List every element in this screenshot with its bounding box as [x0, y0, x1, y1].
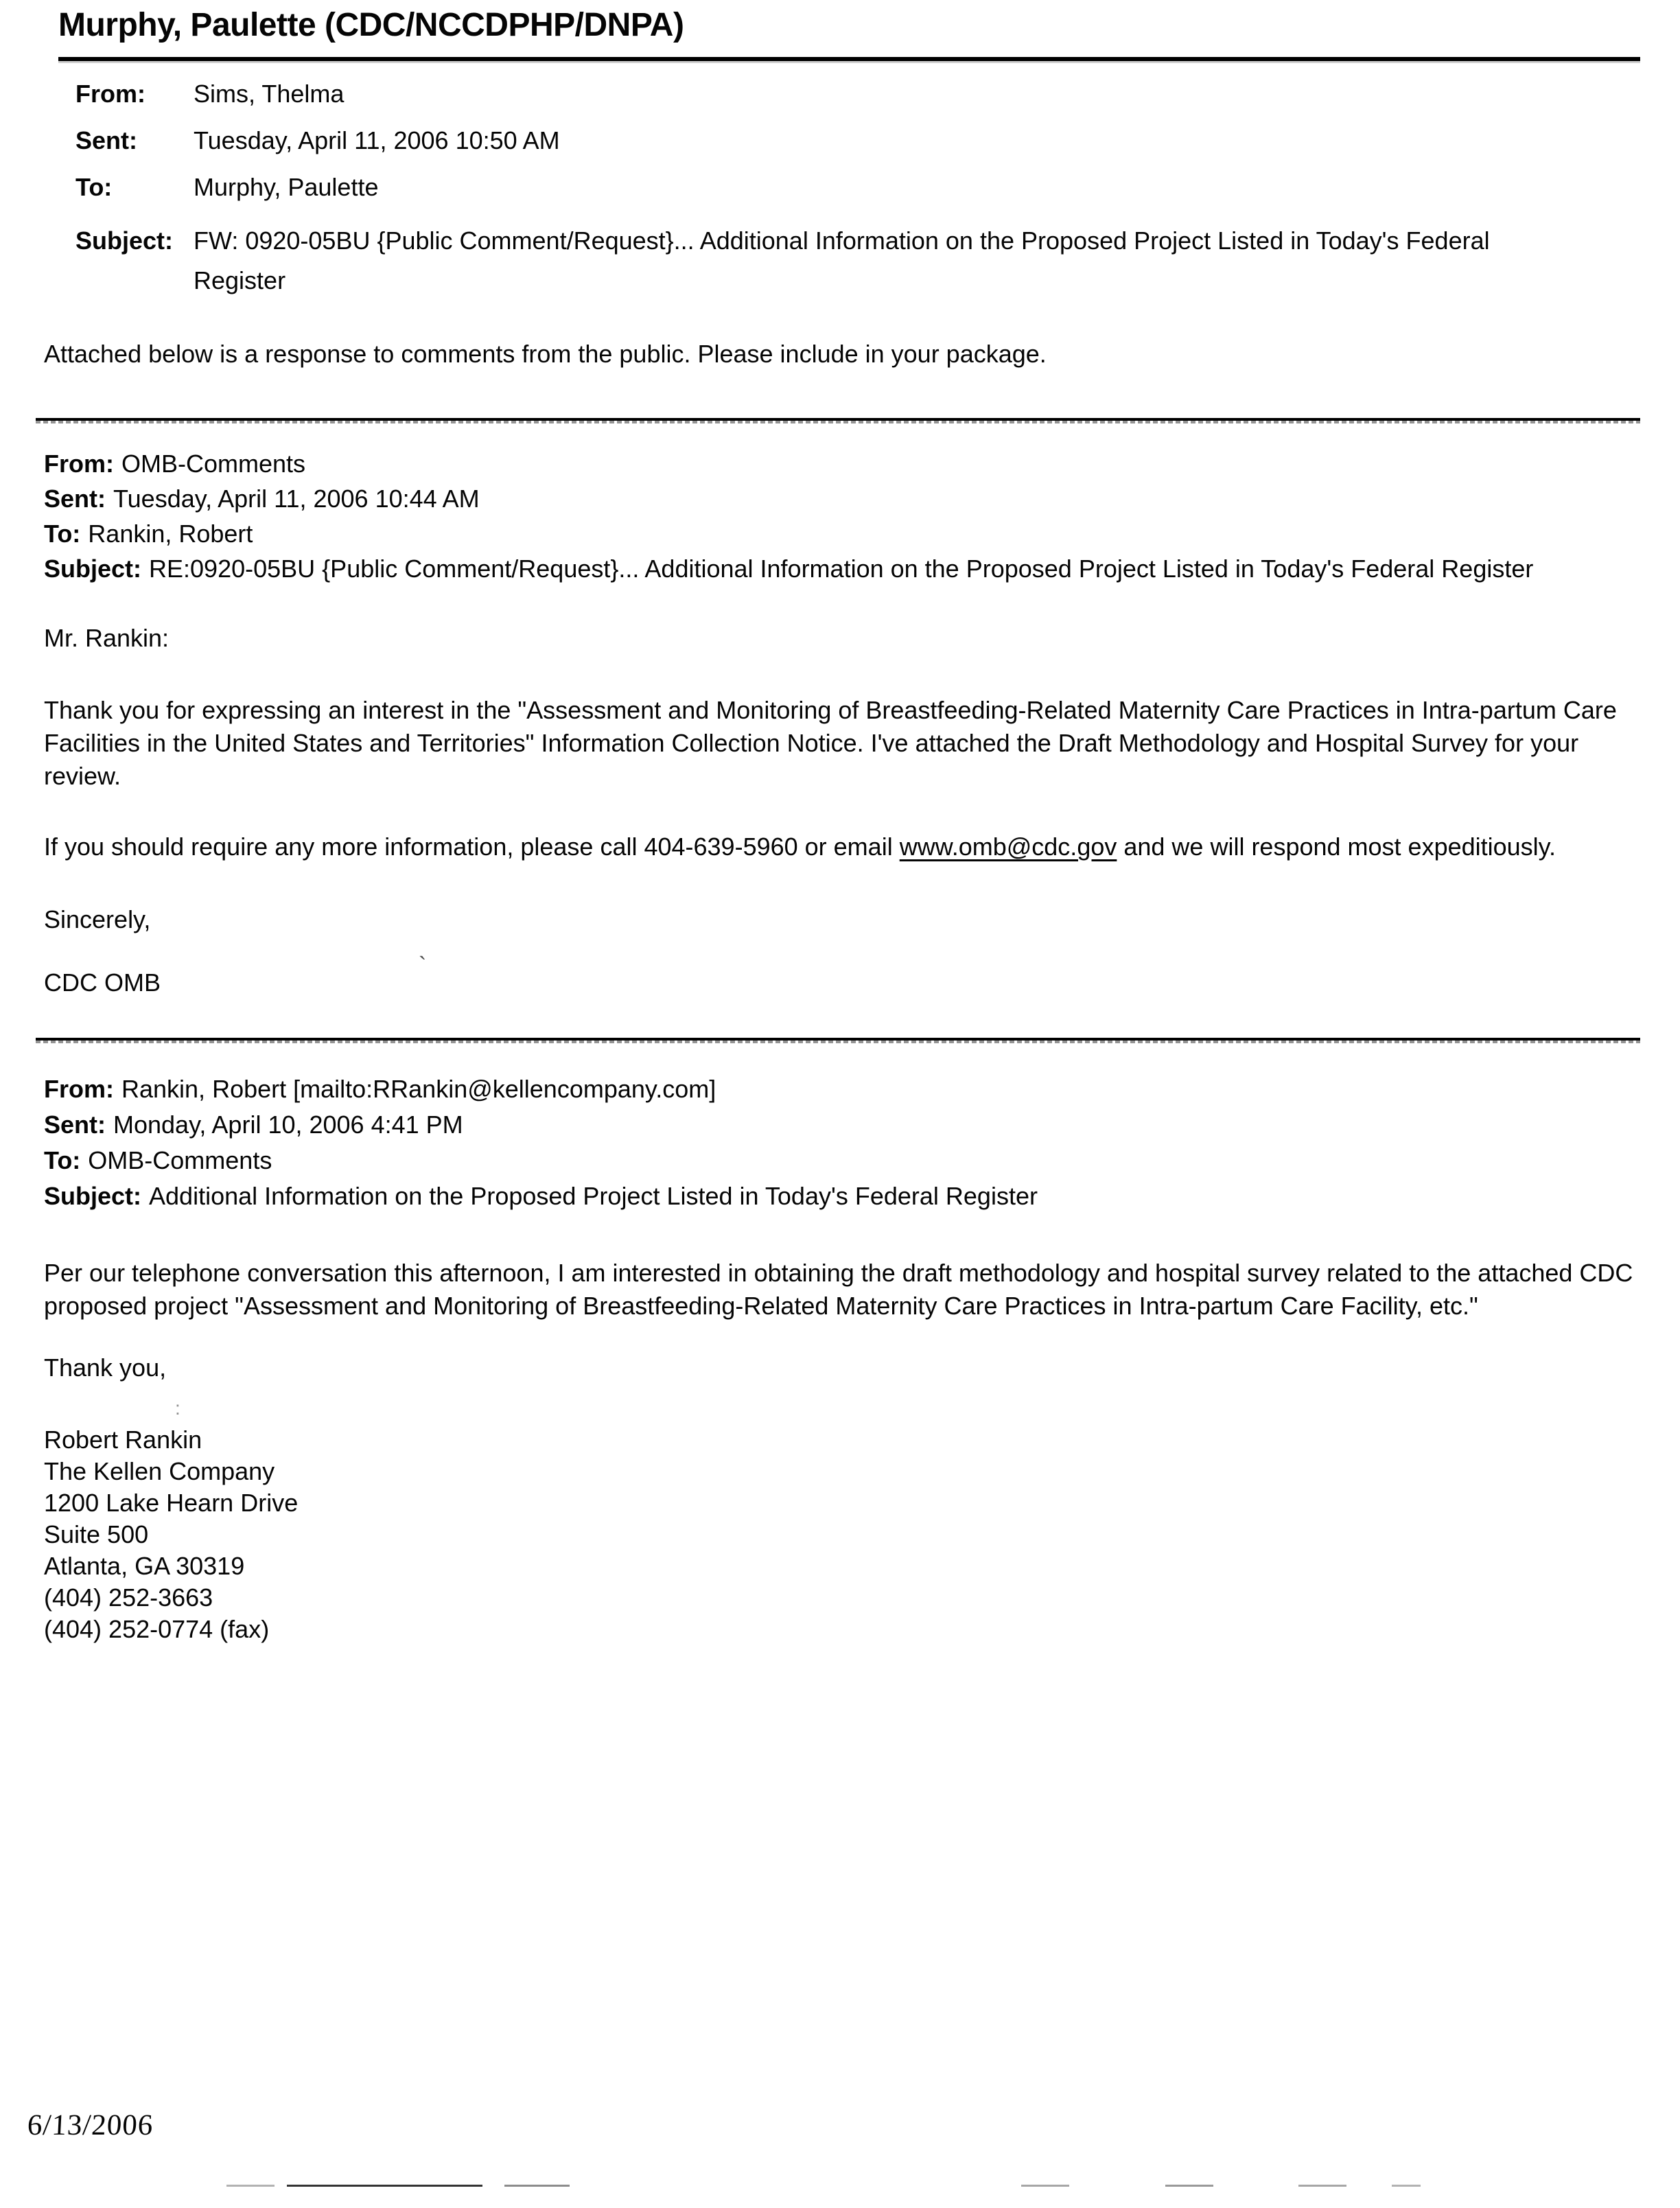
- email-2: [44, 446, 1640, 997]
- subject-label: Subject:: [44, 1182, 142, 1210]
- sent-label: Sent:: [44, 485, 106, 513]
- subject-value: FW: 0920-05BU {Public Comment/Request}... Additional Information on the Proposed Project Listed in Today's Federal Register: [194, 226, 1490, 294]
- signature-line-name: Robert Rankin: [44, 1426, 202, 1454]
- subject-value: RE:0920-05BU {Public Comment/Request}... Additional Information on the Proposed Project Listed in Today's Federal Register: [149, 555, 1534, 583]
- title-rule: [58, 57, 1640, 61]
- to-value: Murphy, Paulette: [194, 173, 379, 201]
- header-row-to: [75, 174, 1640, 200]
- signature-line-street: 1200 Lake Hearn Drive: [44, 1489, 299, 1517]
- scan-noise-line: [0, 2185, 1680, 2187]
- signature-line-suite: Suite 500: [44, 1520, 149, 1548]
- to-value: Rankin, Robert: [88, 520, 253, 548]
- footer-date: 6/13/2006: [26, 2109, 154, 2141]
- email-3-paragraph-1: Per our telephone conversation this afternoon, I am interested in obtaining the draft methodology and hospital survey related to the attached CDC proposed project "Assessment and Monitoring of Breastfeeding-Related Maternity Care Practices in Intra-partum Care Facility, etc.": [44, 1259, 1633, 1320]
- sent-value: Tuesday, April 11, 2006 10:50 AM: [194, 126, 560, 154]
- signature-line-phone: (404) 252-3663: [44, 1583, 213, 1612]
- noise-dash: [1298, 2185, 1346, 2187]
- email-1-body: Attached below is a response to comments from the public. Please include in your package.: [44, 340, 1047, 368]
- header-row-subject: [44, 1178, 1640, 1214]
- signature-block: [44, 1424, 1640, 1645]
- from-label: From:: [75, 80, 145, 108]
- scan-artifact-colon: :: [175, 1397, 180, 1419]
- header-row-sent: [44, 1107, 1640, 1143]
- signature-line-fax: (404) 252-0774 (fax): [44, 1615, 270, 1643]
- sent-label: Sent:: [44, 1111, 106, 1139]
- email-3: [44, 1071, 1640, 1645]
- to-value: OMB-Comments: [88, 1146, 272, 1174]
- header-row-subject: [44, 551, 1640, 586]
- signature: CDC OMB: [44, 968, 161, 997]
- noise-dash: [226, 2185, 275, 2187]
- email-1-header: [75, 81, 1640, 301]
- from-value: Rankin, Robert [mailto:RRankin@kellencompany.com]: [121, 1075, 716, 1103]
- email-3-header: [44, 1071, 1640, 1214]
- email-2-header: [44, 446, 1640, 586]
- sent-value: Monday, April 10, 2006 4:41 PM: [113, 1111, 463, 1139]
- closing: Thank you,: [44, 1353, 167, 1382]
- from-value: Sims, Thelma: [194, 80, 345, 108]
- subject-label: Subject:: [75, 226, 174, 255]
- salutation: Mr. Rankin:: [44, 624, 170, 652]
- noise-dash: [504, 2185, 570, 2187]
- from-label: From:: [44, 450, 114, 478]
- from-label: From:: [44, 1075, 114, 1103]
- header-row-to: [44, 1143, 1640, 1178]
- subject-label: Subject:: [44, 555, 142, 583]
- header-row-to: [44, 516, 1640, 551]
- page-content: [0, 7, 1680, 1645]
- header-row-from: [75, 81, 1640, 106]
- noise-dash: [1021, 2185, 1069, 2187]
- header-row-sent: [44, 481, 1640, 516]
- from-value: OMB-Comments: [121, 450, 306, 478]
- noise-dash: [1165, 2185, 1213, 2187]
- header-row-from: [44, 446, 1640, 481]
- email-1: [44, 81, 1640, 368]
- signature-line-company: The Kellen Company: [44, 1457, 275, 1485]
- scan-artifact-tick: `: [419, 953, 427, 979]
- sent-value: Tuesday, April 11, 2006 10:44 AM: [113, 485, 480, 513]
- sent-label: Sent:: [75, 126, 137, 154]
- noise-dash: [287, 2185, 482, 2187]
- page-title: Murphy, Paulette (CDC/NCCDPHP/DNPA): [58, 7, 684, 43]
- noise-dash: [1392, 2185, 1421, 2187]
- subject-value: Additional Information on the Proposed Project Listed in Today's Federal Register: [149, 1182, 1038, 1210]
- header-row-sent: [75, 128, 1640, 153]
- email-2-paragraph-2: [44, 830, 1640, 863]
- closing: Sincerely,: [44, 905, 151, 933]
- to-label: To:: [75, 173, 113, 201]
- signature-line-city: Atlanta, GA 30319: [44, 1552, 245, 1580]
- header-row-subject: [75, 221, 1640, 301]
- separator-rule: [36, 1038, 1640, 1043]
- to-label: To:: [44, 520, 81, 548]
- header-row-from: [44, 1071, 1640, 1107]
- email-2-paragraph-1: Thank you for expressing an interest in the "Assessment and Monitoring of Breastfeeding-Related Maternity Care Practices in Intra-partum Care Facilities in the United States and Territories" Information Collection Notice. I've attached the Draft Methodology and Hospital Survey for your review.: [44, 696, 1617, 790]
- paragraph-text: and we will respond most expeditiously.: [1117, 833, 1556, 861]
- separator-rule: [36, 418, 1640, 423]
- paragraph-text: If you should require any more information, please call 404-639-5960 or email: [44, 833, 900, 861]
- email-link: www.omb@cdc.gov: [899, 833, 1117, 861]
- to-label: To:: [44, 1146, 81, 1174]
